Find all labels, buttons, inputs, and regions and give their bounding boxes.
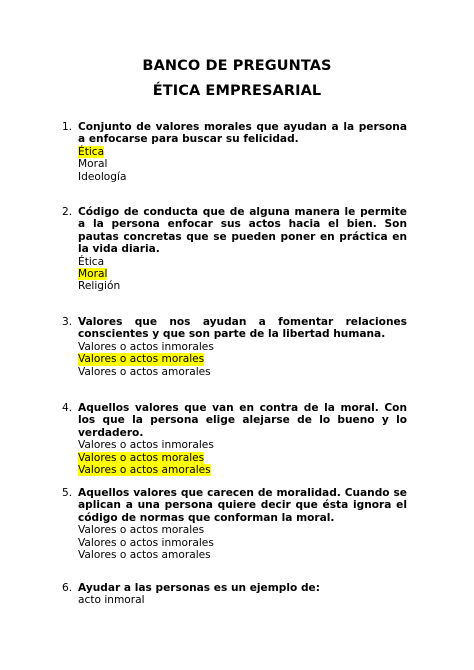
answer-option <box>78 524 407 536</box>
question-number: 5. <box>62 487 73 499</box>
question-item <box>62 487 407 562</box>
answer-option-text: Valores o actos inmorales <box>78 340 214 353</box>
answer-option <box>78 341 407 353</box>
question-number: 2. <box>62 206 73 218</box>
answer-option <box>78 158 407 170</box>
document-subtitle: ÉTICA EMPRESARIAL <box>152 83 322 99</box>
answer-option-text: Ideología <box>78 170 127 183</box>
answer-option-highlighted: Valores o actos morales <box>78 451 205 464</box>
answer-option <box>78 171 407 183</box>
answer-option <box>78 549 407 561</box>
question-number: 4. <box>62 402 73 414</box>
answer-option <box>78 146 407 158</box>
question-item <box>62 316 407 378</box>
answer-option <box>78 537 407 549</box>
question-number: 3. <box>62 316 73 328</box>
question-item <box>62 121 407 183</box>
question-text: Aquellos valores que carecen de moralidad. Cuando se aplican a una persona quiere decir que ésta ignora el código de normas que conforman la moral. <box>78 487 407 524</box>
answer-option <box>78 268 407 280</box>
answer-option-text: Moral <box>78 158 108 171</box>
document-title: BANCO DE PREGUNTAS <box>142 58 332 74</box>
answer-option-highlighted: Valores o actos amorales <box>78 464 211 477</box>
answer-option-text: Valores o actos amorales <box>78 549 211 562</box>
answer-option-highlighted: Valores o actos morales <box>78 353 205 366</box>
answer-option-text: Valores o actos inmorales <box>78 536 214 549</box>
question-number: 6. <box>62 582 73 594</box>
answer-option <box>78 366 407 378</box>
answer-option <box>78 452 407 464</box>
question-item <box>62 206 407 293</box>
question-text: Ayudar a las personas es un ejemplo de: <box>78 582 320 594</box>
answer-option-text: Religión <box>78 280 121 293</box>
answer-option <box>78 256 407 268</box>
question-number: 1. <box>62 121 73 133</box>
answer-option <box>78 439 407 451</box>
question-text: Valores que nos ayudan a fomentar relaciones conscientes y que son parte de la libertad humana. <box>78 316 407 341</box>
answer-option <box>78 280 407 292</box>
question-text: Conjunto de valores morales que ayudan a la persona a enfocarse para buscar su felicidad. <box>78 121 407 146</box>
answer-option-text: Valores o actos morales <box>78 524 205 537</box>
answer-option <box>78 353 407 365</box>
answer-option-text: Ética <box>78 255 105 268</box>
question-item <box>62 582 407 607</box>
answer-option <box>78 464 407 476</box>
question-text: Aquellos valores que van en contra de la moral. Con los que la persona elige alejarse de lo bueno y lo verdadero. <box>78 402 407 439</box>
answer-option-text: Valores o actos amorales <box>78 365 211 378</box>
answer-option <box>78 594 407 606</box>
answer-option-highlighted: Moral <box>78 268 108 281</box>
answer-option-text: acto inmoral <box>78 594 145 607</box>
question-text: Código de conducta que de alguna manera le permite a la persona enfocar sus actos hacia el bien. Son pautas concretas que se pueden poner en práctica en la vida diaria. <box>78 206 407 256</box>
answer-option-text: Valores o actos inmorales <box>78 439 214 452</box>
answer-option-highlighted: Ética <box>78 145 105 158</box>
question-item <box>62 402 407 477</box>
